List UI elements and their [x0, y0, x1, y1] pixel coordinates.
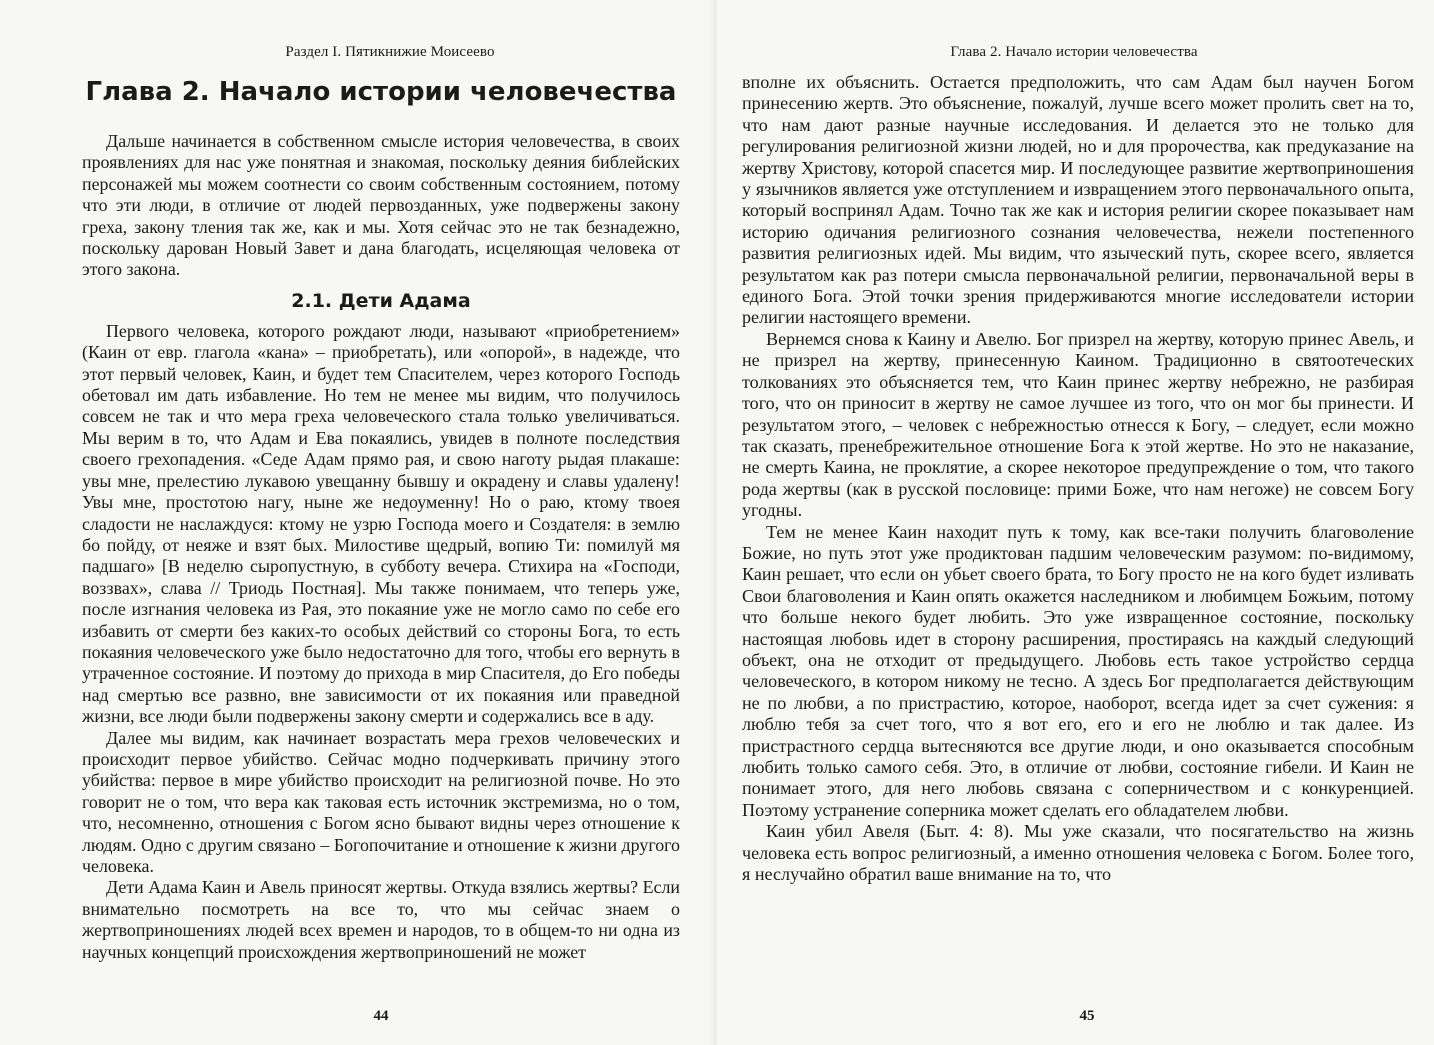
- right-page: [717, 0, 1434, 1045]
- section-title: 2.1. Дети Адама: [291, 289, 471, 312]
- right-paragraph-2: Тем не менее Каин находит путь к тому, как все-таки получить благоволение Божие, но путь этот уже продиктован падшим человеческим разумом: по-видимому, Каин решает, что если он убьет своего брата, то Богу просто не на кого будет изливать Свои благоволения и Каин опять окажется наследником и любимцем Божьим, потому что больше некого будет любить. Это уже извращенное состояние, поскольку настоящая любовь идет в сторону расширения, простираясь на каждый следующий объект, она не отходит от предыдущего. Любовь есть такое устройство сердца человеческого, в котором никому не тесно. А здесь Бог предполагается действующим не по любви, а по пристрастию, которое, наоборот, всегда идет за счет сужения: я люблю тебя за счет того, что я вот его, его и его не люблю и так далее. Из пристрастного сердца вытесняются все другие люди, и оно оказывается способным любить только самого себя. Это, в отличие от любви, состояние гибели. И Каин не понимает этого, для него любовь связана с соперничеством и с конкуренцией. Поэтому устранение соперника может сделать его обладателем любви.: [742, 521, 1414, 820]
- left-paragraph-3: Дети Адама Каин и Авель приносят жертвы. Откуда взялись жертвы? Если внимательно посмотреть на все то, что мы сейчас знаем о жертвоприношениях людей всех времен и народов, то в общем-то ни одна из научных концепций происхождения жертвоприношений не может: [82, 877, 680, 962]
- left-page-body: [82, 68, 680, 963]
- left-running-head: Раздел I. Пятикнижие Моисеево: [285, 44, 495, 60]
- intro-paragraph: Дальше начинается в собственном смысле история человечества, в своих проявлениях для нас уже понятная и знакомая, поскольку деяния библейских персонажей мы можем соотнести со своим собственным состоянием, потому что эти люди, в отличие от людей первозданных, уже подвержены закону греха, закону тления так же, как и мы. Хотя сейчас это не так безнадежно, поскольку дарован Новый Завет и дана благодать, исцеляющая человека от этого закона.: [82, 131, 680, 280]
- continuation-paragraph: вполне их объяснить. Остается предположить, что сам Адам был научен Богом принесению жертв. Это объяснение, пожалуй, лучше всего может пролить свет на то, что нам дают разные научные исследования. И делается это не только для регулирования религиозной жизни людей, но и для пророчества, как предуказание на жертву Христову, которой спасется мир. И последующее развитие жертвоприношения у язычников является уже отступлением и извращением этого первоначального опыта, который воспринял Адам. Точно так же как и история религии скорее показывает нам историю одичания религиозного сознания человечества, нежели постепенного развития религиозных идей. Мы видим, что языческий путь, скорее всего, является результатом как раз потери смысла первоначальной религии, первоначальной веры в единого Бога. Этой точки зрения придерживаются многие исследователи истории религии настоящего времени.: [742, 72, 1414, 328]
- right-running-head: Глава 2. Начало истории человечества: [950, 44, 1198, 60]
- left-paragraph-2: Далее мы видим, как начинает возрастать мера грехов человеческих и происходит первое убийство. Сейчас модно подчеркивать причину этого убийства: первое в мире убийство происходит на религиозной почве. Но это говорит не о том, что вера как таковая есть источник экстремизма, но о том, что, несомненно, отношения с Богом ясно бывают видны через отношение к людям. Одно с другим связано – Богопочитание и отношение к жизни другого человека.: [82, 727, 680, 876]
- left-paragraph-1: Первого человека, которого рождают люди, называют «приобретением» (Каин от евр. глагола «кана» – приобретать), или «опорой», в надежде, что этот первый человек, Каин, и будет тем Спасителем, через которого Господь обетовал им дать избавление. Но тем не менее мы видим, что получилось совсем не так и что мера греха человеческого стала только увеличиваться. Мы верим в то, что Адам и Ева покаялись, увидев в полноте последствия своего грехопадения. «Седе Адам прямо рая, и свою наготу рыдая плакаше: увы мне, прелестию лукавою увещанну бывшу и окрадену и славы удалену! Увы мне, простотою нагу, ныне же недоуменну! Но о раю, ктому твоея сладости не наслаждуся: ктому не узрю Господа моего и Создателя: в землю бо пойду, от нeяже и взят бых. Милостиве щедрый, вопию Ти: помилуй мя падшаго» [В неделю сыропустную, в субботу вечера. Стихира на «Господи, воззвах», слава // Триодь Постная]. Мы также понимаем, что теперь уже, после изгнания человека из Рая, это покаяние уже не могло само по себе его избавить от смерти без каких-то особых действий со стороны Бога, то есть покаяния человеческого уже было недостаточно для того, чтобы его вернуть в утраченное состояние. И поэтому до прихода в мир Спасителя, до Его победы над смертью все развно, вне зависимости от их покаяния или праведной жизни, все люди были подвержены закону смерти и содержались все в аду.: [82, 320, 680, 727]
- left-page-number: 44: [373, 1008, 389, 1024]
- right-page-number: 45: [1079, 1008, 1095, 1024]
- chapter-title: Глава 2. Начало истории человечества: [85, 77, 677, 107]
- right-paragraph-1: Вернемся снова к Каину и Авелю. Бог призрел на жертву, которую принес Авель, и не призрел на жертву, принесенную Каином. Традиционно в святоотеческих толкованиях это объясняется тем, что Каин принес жертву небрежно, не разбирая того, что он приносит в жертву не самое лучшее из того, что он мог бы принести. И результатом этого, – человек с небрежностью отнесся к Богу, – следует, если можно так сказать, пренебрежительное отношение Бога к этой жертве. Но это не наказание, не смерть Каина, не проклятие, а скорее некоторое предупреждение о том, что такого рода жертвы (как в русской пословице: прими Боже, что нам негоже) не совсем Богу угодны.: [742, 328, 1414, 521]
- right-page-body: [742, 72, 1414, 885]
- right-paragraph-3: Каин убил Авеля (Быт. 4: 8). Мы уже сказали, что посягательство на жизнь человека есть вопрос религиозный, а именно отношения человека с Богом. Более того, я неслучайно обратил ваше внимание на то, что: [742, 821, 1414, 885]
